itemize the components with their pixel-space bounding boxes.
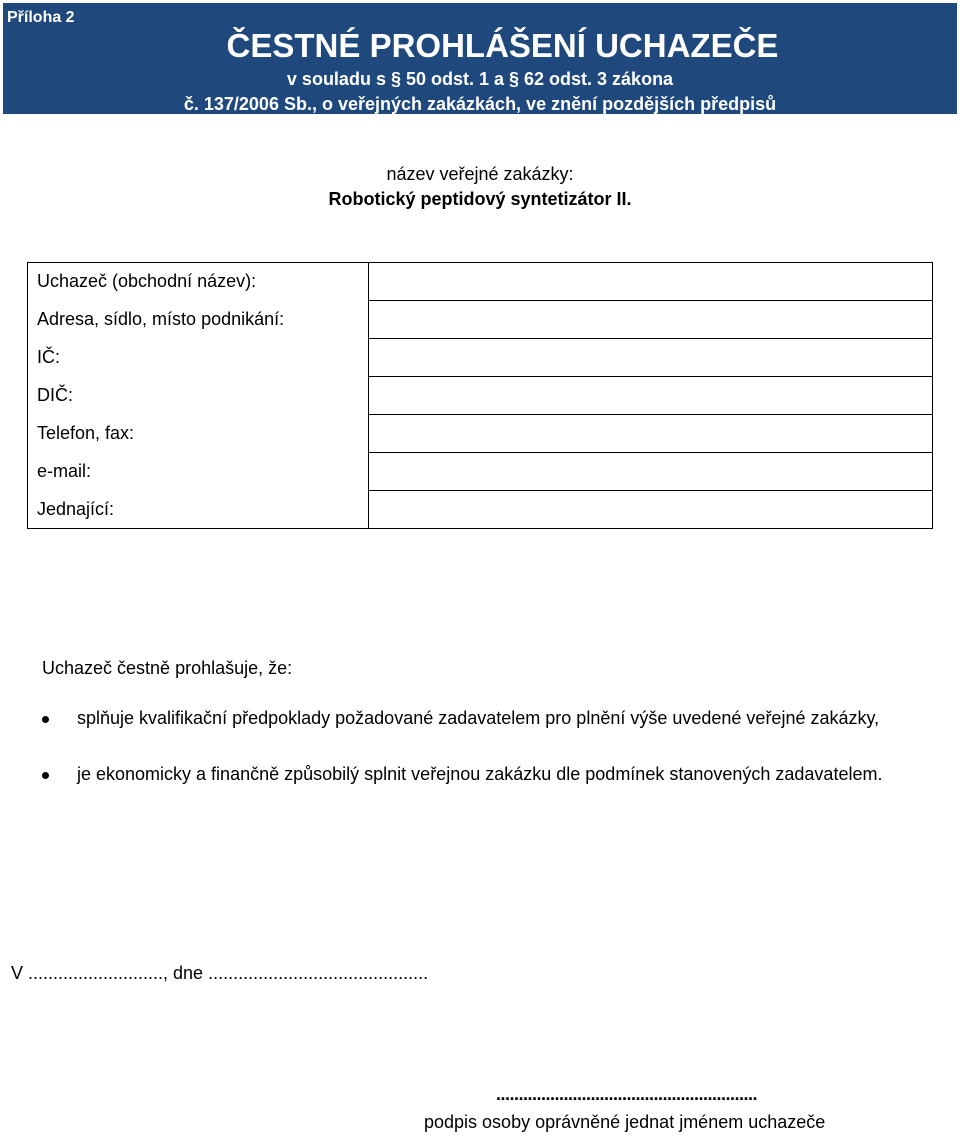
dic-field[interactable] xyxy=(369,377,933,415)
row-label: Uchazeč (obchodní název): xyxy=(28,263,369,301)
table-row xyxy=(28,453,933,491)
row-label: Jednající: xyxy=(28,491,369,529)
place-date-line: V ..........................., dne ............................................ xyxy=(11,963,429,983)
ic-field[interactable] xyxy=(369,339,933,377)
row-label: DIČ: xyxy=(28,377,369,415)
phone-fax-field[interactable] xyxy=(369,415,933,453)
list-item xyxy=(42,764,882,820)
table-row xyxy=(28,415,933,453)
email-field[interactable] xyxy=(369,453,933,491)
applicant-name-field[interactable] xyxy=(369,263,933,301)
row-label: IČ: xyxy=(28,339,369,377)
declaration-text: splňuje kvalifikační předpoklady požadované zadavatelem pro plnění výše uvedené veřejné zakázky, xyxy=(77,708,880,728)
legal-reference-line-2: č. 137/2006 Sb., o veřejných zakázkách, ve znění pozdějších předpisů xyxy=(183,94,777,114)
table-row xyxy=(28,301,933,339)
signature-line: .......................................................... xyxy=(496,1084,758,1104)
attachment-label: Příloha 2 xyxy=(7,9,75,26)
list-item xyxy=(42,708,882,764)
table-row xyxy=(28,377,933,415)
row-label: e-mail: xyxy=(28,453,369,491)
applicant-details-table xyxy=(27,262,933,529)
address-field[interactable] xyxy=(369,301,933,339)
document-title: ČESTNÉ PROHLÁŠENÍ UCHAZEČE xyxy=(226,27,779,64)
bullet-icon xyxy=(42,716,49,723)
row-label: Adresa, sídlo, místo podnikání: xyxy=(28,301,369,339)
signature-caption: podpis osoby oprávněné jednat jménem uchazeče xyxy=(424,1112,826,1132)
header-banner xyxy=(3,3,957,114)
legal-reference-line-1: v souladu s § 50 odst. 1 a § 62 odst. 3 zákona xyxy=(286,69,674,89)
declaration-list xyxy=(42,708,882,820)
declaration-intro: Uchazeč čestně prohlašuje, že: xyxy=(42,658,293,678)
row-label: Telefon, fax: xyxy=(28,415,369,453)
declaration-text: je ekonomicky a finančně způsobilý splnit veřejnou zakázku dle podmínek stanovených zadavatelem. xyxy=(77,764,883,784)
table-row xyxy=(28,491,933,529)
representative-field[interactable] xyxy=(369,491,933,529)
contract-label: název veřejné zakázky: xyxy=(386,164,574,184)
bullet-icon xyxy=(42,772,49,779)
contract-name: Robotický peptidový syntetizátor II. xyxy=(328,189,632,209)
table-row xyxy=(28,263,933,301)
table-row xyxy=(28,339,933,377)
